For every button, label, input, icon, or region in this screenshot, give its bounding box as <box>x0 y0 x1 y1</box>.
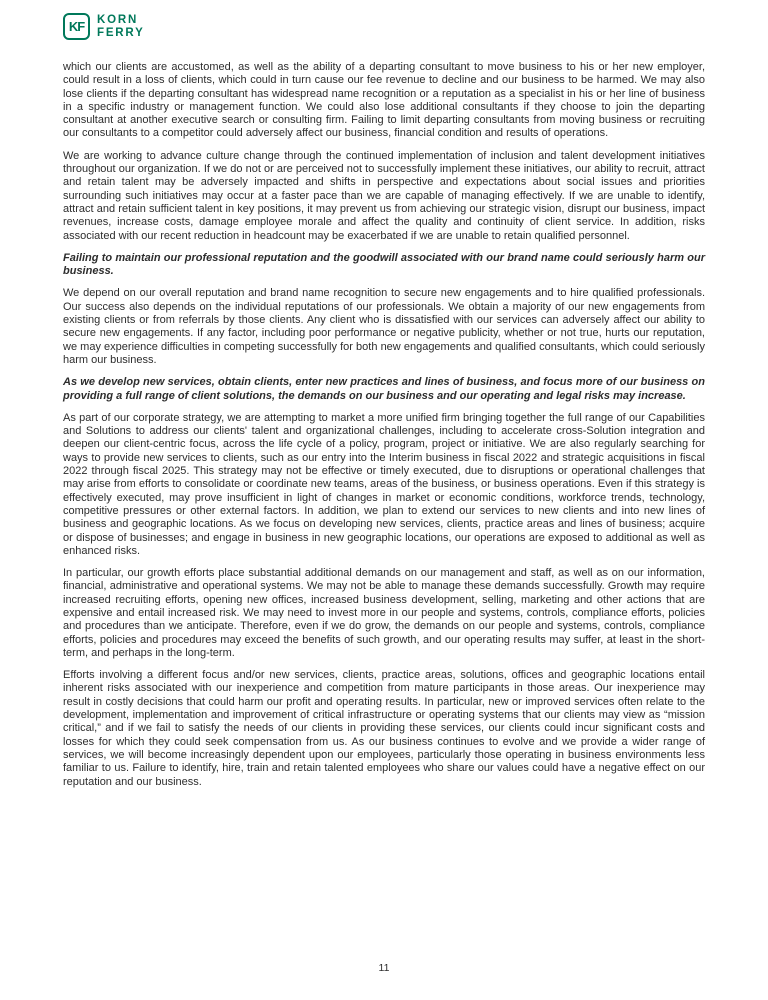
risk-factor-heading: As we develop new services, obtain clients, enter new practices and lines of business, and focus more of our business on providing a full range of client solutions, the demands on our business and our operating and legal risks may increase. <box>63 376 705 402</box>
risk-factor-heading: Failing to maintain our professional reputation and the goodwill associated with our brand name could seriously harm our business. <box>63 251 705 278</box>
paragraph: We depend on our overall reputation and brand name recognition to secure new engagements and to hire qualified professionals. Our success also depends on the individual reputations of our professionals. We obtain a majority of our new engagements from existing clients or from referrals by those clients. Any client who is dissatisfied with our services can adversely affect our ability to secure new engagements. If any factor, including poor performance or negative publicity, whether or not true, hurts our reputation, we may experience difficulties in competing successfully for both new engagements and qualified consultants, which could seriously harm our business. <box>63 287 705 366</box>
paragraph: As part of our corporate strategy, we are attempting to market a more unified firm bringing together the full range of our Capabilities and Solutions to address our clients' talent and organizational challenges, including to accelerate cross-Solution integration and deepen our client-centric focus, across the life cycle of a policy, program, project or initiative. We are also regularly searching for ways to provide new services to clients, such as our entry into the Interim business in fiscal 2022 and strategic acquisitions in fiscal 2022 through fiscal 2025. This strategy may not be effective or timely executed, due to disruptions or operational challenges that may arise from efforts to consolidate or coordinate new teams, areas of the business, or business operations. Even if this strategy is effectively executed, may prove insufficient in light of changes in market or economic conditions, workforce trends, technology, competitive pressures or other external factors. In addition, we plan to extend our services to new clients and into new lines of business and geographic locations. As we focus on developing new services, clients, practice areas and lines of business; acquire or dispose of businesses; and engage in business in new geographic locations, our operations are exposed to additional as well as enhanced risks. <box>63 411 705 557</box>
korn-ferry-logo-text <box>97 14 145 40</box>
korn-ferry-logo <box>63 13 145 40</box>
logo-monogram: KF <box>68 19 85 34</box>
document-body <box>63 61 705 798</box>
paragraph: We are working to advance culture change through the continued implementation of inclusion and talent development initiatives throughout our organization. If we do not or are perceived not to successfully implement these initiatives, our ability to recruit, attract and retain talent may be adversely impacted and shifts in perspective and expectations about social issues and priorities surrounding such initiatives may occur at a faster pace than we are capable of managing effectively. If we are unable to identify, attract and retain sufficient talent in key positions, it may prevent us from achieving our strategic vision, disrupt our business, impact revenues, increase costs, damage employee morale and affect the quality and continuity of client service. In addition, risks associated with our recent reduction in headcount may be exacerbated if we are unable to retain qualified personnel. <box>63 149 705 242</box>
logo-wordmark-line2: FERRY <box>97 26 145 39</box>
paragraph: In particular, our growth efforts place substantial additional demands on our management and staff, as well as on our information, financial, administrative and operational systems. We may not be able to manage these demands successfully. Growth may require increased recruiting efforts, opening new offices, increased business development, selling, marketing and other actions that are expensive and entail increased risk. We may need to invest more in our people and systems, controls, compliance efforts, policies and procedures than we anticipate. Therefore, even if we do grow, the demands on our people and systems, controls, compliance efforts, policies and procedures may exceed the benefits of such growth, and our operating results may suffer, at least in the short-term, and perhaps in the long-term. <box>63 567 705 659</box>
korn-ferry-logo-mark-icon <box>63 13 90 40</box>
paragraph: Efforts involving a different focus and/or new services, clients, practice areas, solutions, offices and geographic locations entail inherent risks associated with our inexperience and competition from mature participants in those areas. Our inexperience may result in costly decisions that could harm our profit and operating results. In particular, new or improved services often relate to the development, implementation and improvement of critical infrastructure or operating systems that our clients may view as “mission critical,” and if we fail to satisfy the needs of our clients in providing these services, our clients could incur significant costs and losses for which they could seek compensation from us. As our business continues to evolve and we provide a wider range of services, we will become increasingly dependent upon our employees, particularly those operating in business environments less familiar to us. Failure to identify, hire, train and retain talented employees who share our values could have a negative effect on our reputation and our business. <box>63 669 705 788</box>
logo-wordmark-line1: KORN <box>97 13 139 26</box>
paragraph: which our clients are accustomed, as well as the ability of a departing consultant to move business to his or her new employer, could result in a loss of clients, which could in turn cause our fee revenue to decline and our business to be harmed. We may also lose clients if the departing consultant has widespread name recognition or a reputation as a specialist in his or her line of business in a specific industry or management function. We could also lose additional consultants if they choose to join the departing consultant at another executive search or consulting firm. Failing to limit departing consultants from moving business or recruiting our consultants to a competitor could adversely affect our business, financial condition and results of operations. <box>63 61 705 140</box>
page-number: 11 <box>378 962 390 974</box>
